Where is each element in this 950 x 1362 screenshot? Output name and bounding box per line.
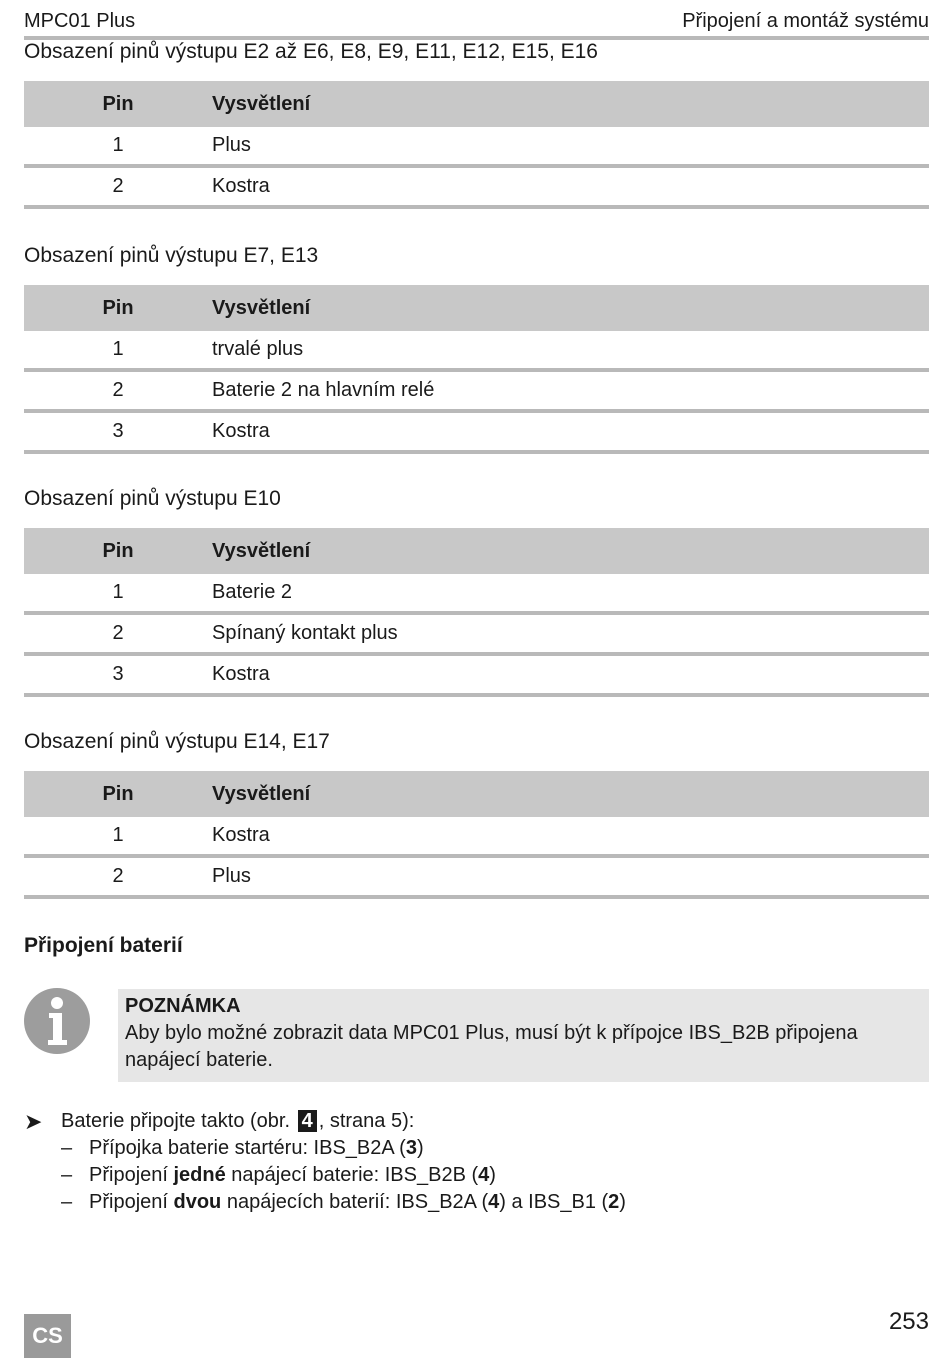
list-item-text: Připojení (89, 1191, 174, 1213)
list-item-text: ) (416, 1137, 424, 1159)
list-item-text: Přípojka baterie startéru: IBS_B2A ( (89, 1137, 406, 1159)
terminal-number: 4 (488, 1191, 500, 1213)
table-title: Obsazení pinů výstupu E2 až E6, E8, E9, E11, E12, E15, E16 (24, 40, 598, 63)
arrow-right-icon: ➤ (24, 1109, 43, 1134)
table-row (24, 166, 929, 207)
column-header-pin: Pin (24, 81, 212, 127)
list-item-text: napájecích baterií: IBS_B2A ( (221, 1191, 489, 1213)
pin-table (24, 771, 929, 899)
pin-description: Kostra (212, 411, 929, 452)
pin-number: 2 (24, 166, 212, 207)
pin-number: 1 (24, 574, 212, 613)
column-header-description: Vysvětlení (212, 771, 929, 817)
table-row (24, 370, 929, 411)
note-title: POZNÁMKA (125, 995, 241, 1017)
dash-bullet: – (61, 1191, 73, 1213)
pin-number: 3 (24, 654, 212, 695)
table-row (24, 817, 929, 856)
column-header-description: Vysvětlení (212, 285, 929, 331)
list-item-text: ) (489, 1164, 496, 1186)
column-header-pin: Pin (24, 771, 212, 817)
instruction-step (24, 1108, 626, 1135)
pin-number: 1 (24, 817, 212, 856)
doc-title: MPC01 Plus (24, 9, 136, 32)
pin-description: trvalé plus (212, 331, 929, 370)
list-item (61, 1162, 626, 1189)
step-text (61, 1108, 414, 1135)
terminal-number: 3 (405, 1137, 417, 1159)
column-header-pin: Pin (24, 285, 212, 331)
pin-table (24, 285, 929, 454)
pin-description: Kostra (212, 166, 929, 207)
section-heading-batteries: Připojení baterií (24, 934, 183, 957)
pin-number: 2 (24, 613, 212, 654)
emphasis-text: dvou (173, 1191, 222, 1213)
list-item-text: ) (619, 1191, 626, 1213)
list-item-text: ) a IBS_B1 ( (499, 1191, 609, 1213)
table-row (24, 127, 929, 166)
column-header-description: Vysvětlení (212, 528, 929, 574)
pin-description: Plus (212, 127, 929, 166)
dash-bullet: – (61, 1164, 73, 1186)
table-row (24, 613, 929, 654)
instruction-list (24, 1108, 626, 1216)
table-row (24, 331, 929, 370)
table-row (24, 856, 929, 897)
table-title: Obsazení pinů výstupu E10 (24, 487, 281, 510)
column-header-description: Vysvětlení (212, 81, 929, 127)
list-item-text: napájecí baterie: IBS_B2B ( (225, 1164, 479, 1186)
terminal-number: 4 (478, 1164, 490, 1186)
pin-description: Kostra (212, 817, 929, 856)
table-title: Obsazení pinů výstupu E7, E13 (24, 244, 319, 267)
language-badge: CS (24, 1314, 71, 1358)
pin-number: 2 (24, 856, 212, 897)
pin-description: Kostra (212, 654, 929, 695)
table-row (24, 654, 929, 695)
step-prefix: Baterie připojte takto (obr. (61, 1110, 291, 1132)
pin-description: Spínaný kontakt plus (212, 613, 929, 654)
pin-table (24, 81, 929, 209)
pin-number: 2 (24, 370, 212, 411)
terminal-number: 2 (608, 1191, 620, 1213)
table-row (24, 411, 929, 452)
table-row (24, 574, 929, 613)
info-icon (24, 988, 90, 1054)
note-box (118, 989, 929, 1082)
pin-description: Baterie 2 na hlavním relé (212, 370, 929, 411)
list-item-text: Připojení (89, 1164, 174, 1186)
dash-bullet: – (61, 1137, 73, 1159)
note-text: Aby bylo možné zobrazit data MPC01 Plus, musí být k přípojce IBS_B2B připojena napájecí baterie. (125, 1022, 858, 1071)
chapter-title: Připojení a montáž systému (682, 9, 929, 32)
step-suffix: , strana 5): (318, 1110, 415, 1132)
list-item (61, 1135, 626, 1162)
page-number: 253 (888, 1308, 929, 1335)
list-item (61, 1189, 626, 1216)
pin-description: Baterie 2 (212, 574, 929, 613)
page-header (24, 6, 929, 36)
pin-number: 1 (24, 127, 212, 166)
column-header-pin: Pin (24, 528, 212, 574)
pin-number: 3 (24, 411, 212, 452)
pin-description: Plus (212, 856, 929, 897)
emphasis-text: jedné (173, 1164, 226, 1186)
figure-reference: 4 (298, 1110, 317, 1132)
table-title: Obsazení pinů výstupu E14, E17 (24, 730, 330, 753)
pin-table (24, 528, 929, 697)
pin-number: 1 (24, 331, 212, 370)
